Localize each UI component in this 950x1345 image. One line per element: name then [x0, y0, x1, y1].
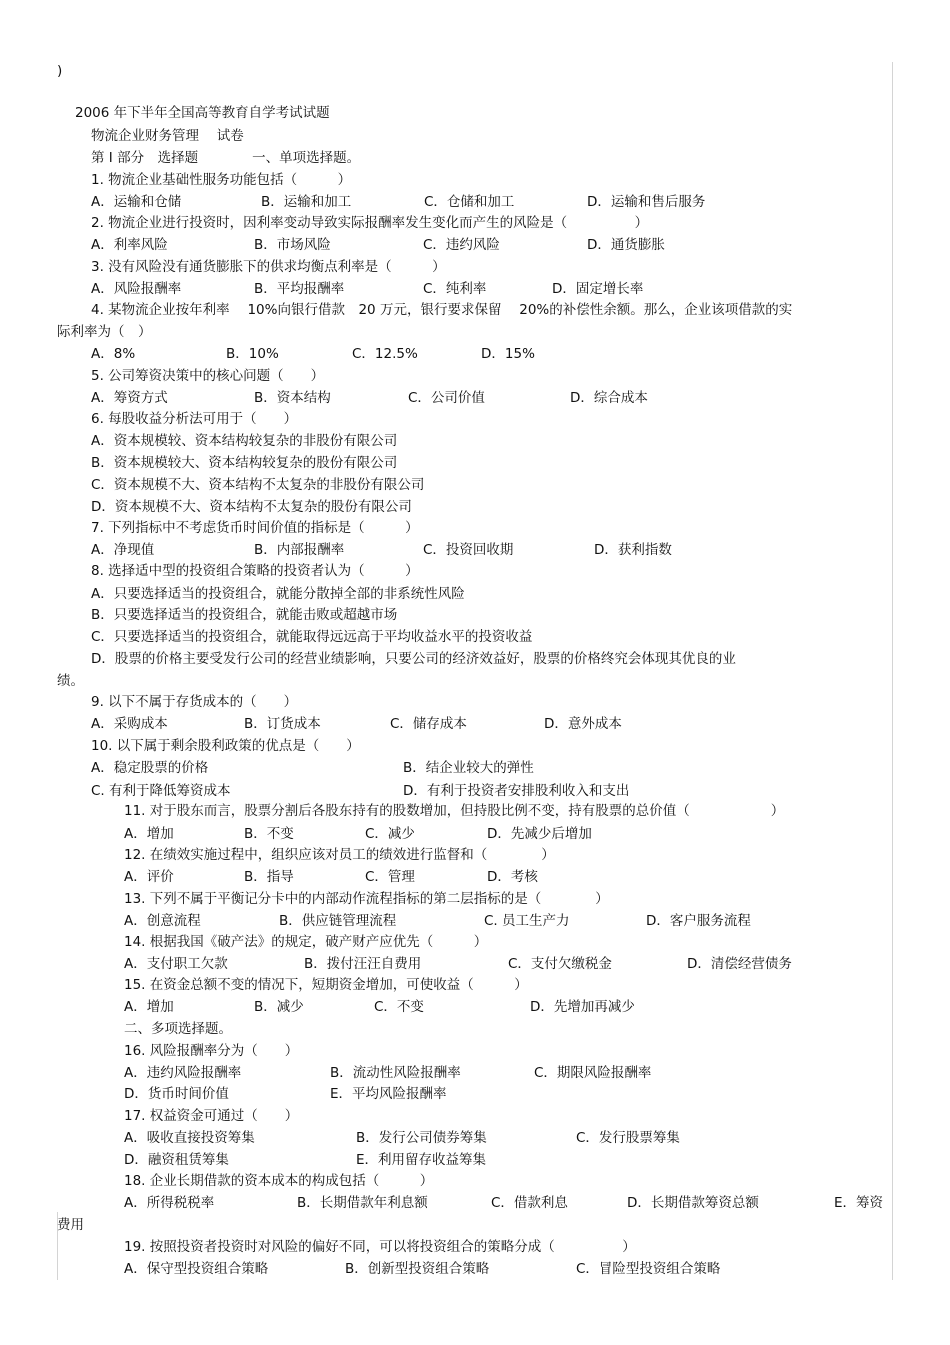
q8-a: A．只要选择适当的投资组合，就能分散掉全部的非系统性风险	[91, 586, 465, 602]
q3: 3. 没有风险没有通货膨胀下的供求均衡点利率是（ ）	[91, 259, 446, 275]
q8-d-cont: 绩。	[57, 673, 84, 689]
exam-subject: 物流企业财务管理 试卷	[91, 128, 244, 144]
q19: 19. 按照投资者投资时对风险的偏好不同，可以将投资组合的策略分成（ ）	[124, 1239, 636, 1255]
q13: 13. 下列不属于平衡记分卡中的内部动作流程指标的第二层指标的是（ ）	[124, 891, 609, 907]
stray-paren: )	[57, 63, 63, 79]
option-item: B．内部报酬率	[254, 542, 345, 558]
option-item: C．期限风险报酬率	[534, 1065, 652, 1081]
option-item: A．所得税税率	[124, 1195, 215, 1211]
option-item: C．违约风险	[423, 237, 500, 253]
option-item: E．平均风险报酬率	[330, 1086, 447, 1102]
option-item: A．支付职工欠款	[124, 956, 228, 972]
q18-cont: 费用	[57, 1217, 84, 1233]
option-item: D．先增加再减少	[530, 999, 635, 1015]
q6: 6. 每股收益分析法可用于（ ）	[91, 411, 298, 427]
option-item: D．长期借款筹资总额	[627, 1195, 759, 1211]
option-item: C．投资回收期	[423, 542, 514, 558]
option-item: C．管理	[365, 869, 415, 885]
option-item: A．运输和仓储	[91, 194, 182, 210]
exam-title: 2006 年下半年全国高等教育自学考试试题	[75, 105, 330, 121]
option-item: C．12.5%	[352, 346, 418, 362]
option-item: D．融资租赁筹集	[124, 1152, 229, 1168]
q6-a: A．资本规模较、资本结构较复杂的非股份有限公司	[91, 433, 398, 449]
option-item: D．考核	[487, 869, 538, 885]
q15: 15. 在资金总额不变的情况下，短期资金增加，可使收益（ ）	[124, 977, 528, 993]
option-item: C．公司价值	[408, 390, 485, 406]
option-item: B．长期借款年利息额	[297, 1195, 428, 1211]
option-item: B．运输和加工	[261, 194, 352, 210]
option-item: A．筹资方式	[91, 390, 168, 406]
option-item: D．先减少后增加	[487, 826, 592, 842]
q16: 16. 风险报酬率分为（ ）	[124, 1043, 299, 1059]
option-item: D．运输和售后服务	[587, 194, 706, 210]
option-item: D．15%	[481, 346, 535, 362]
option-item: D．货币时间价值	[124, 1086, 229, 1102]
option-item: A．风险报酬率	[91, 281, 182, 297]
option-item: C．冒险型投资组合策略	[576, 1261, 721, 1277]
option-item: B．流动性风险报酬率	[330, 1065, 461, 1081]
option-item: A．净现值	[91, 542, 155, 558]
option-item: B．指导	[244, 869, 294, 885]
option-item: B．减少	[254, 999, 304, 1015]
q11: 11. 对于股东而言，股票分割后各股东持有的股数增加，但持股比例不变，持有股票的总价值（ ）	[124, 803, 785, 819]
option-item: B．结企业较大的弹性	[403, 760, 534, 776]
q8-d: D．股票的价格主要受发行公司的经营业绩影响，只要公司的经济效益好，股票的价格终究会体现其优良的业	[91, 651, 736, 667]
option-item: C．发行股票筹集	[576, 1130, 680, 1146]
option-item: A．吸收直接投资筹集	[124, 1130, 255, 1146]
option-item: E．利用留存收益筹集	[356, 1152, 487, 1168]
option-item: D．客户服务流程	[646, 913, 751, 929]
option-item: C．减少	[365, 826, 415, 842]
q1: 1. 物流企业基础性服务功能包括（ ）	[91, 172, 352, 188]
option-item: B．拨付汪汪自费用	[304, 956, 422, 972]
option-item: C．不变	[374, 999, 424, 1015]
q5: 5. 公司筹资决策中的核心问题（ ）	[91, 368, 325, 384]
q17: 17. 权益资金可通过（ ）	[124, 1108, 299, 1124]
option-item: D．意外成本	[544, 716, 622, 732]
option-item: E．筹资	[834, 1195, 884, 1211]
q9: 9. 以下不属于存货成本的（ ）	[91, 694, 298, 710]
option-item: A．评价	[124, 869, 174, 885]
q6-c: C．资本规模不大、资本结构不太复杂的非股份有限公司	[91, 477, 425, 493]
option-item: B．订货成本	[244, 716, 321, 732]
option-item: B．创新型投资组合策略	[345, 1261, 490, 1277]
option-item: C. 有利于降低筹资成本	[91, 783, 231, 799]
option-item: D．固定增长率	[552, 281, 644, 297]
option-item: A．创意流程	[124, 913, 201, 929]
option-item: A．违约风险报酬率	[124, 1065, 242, 1081]
q2: 2. 物流企业进行投资时，因利率变动导致实际报酬率发生变化而产生的风险是（ ）	[91, 215, 649, 231]
q6-b: B．资本规模较大、资本结构较复杂的股份有限公司	[91, 455, 398, 471]
option-item: D．有利于投资者安排股利收入和支出	[403, 783, 630, 799]
option-item: B．10%	[226, 346, 279, 362]
q12: 12. 在绩效实施过程中，组织应该对员工的绩效进行监督和（ ）	[124, 847, 555, 863]
option-item: B．不变	[244, 826, 294, 842]
option-item: C．仓储和加工	[424, 194, 515, 210]
q18: 18. 企业长期借款的资本成本的构成包括（ ）	[124, 1173, 434, 1189]
option-item: A．增加	[124, 826, 174, 842]
option-item: C．储存成本	[390, 716, 467, 732]
option-item: C．支付欠缴税金	[508, 956, 612, 972]
option-item: D．综合成本	[570, 390, 648, 406]
q10: 10. 以下属于剩余股利政策的优点是（ ）	[91, 738, 360, 754]
option-item: A．采购成本	[91, 716, 168, 732]
option-item: B．市场风险	[254, 237, 331, 253]
option-item: B．平均报酬率	[254, 281, 345, 297]
option-item: C. 员工生产力	[484, 913, 570, 929]
option-item: A．利率风险	[91, 237, 168, 253]
q8-b: B．只要选择适当的投资组合，就能击败或超越市场	[91, 607, 398, 623]
q8-c: C．只要选择适当的投资组合，就能取得远远高于平均收益水平的投资收益	[91, 629, 533, 645]
option-item: A．保守型投资组合策略	[124, 1261, 269, 1277]
q4-cont: 际利率为（ ）	[57, 324, 152, 340]
page-right-edge	[892, 62, 893, 1280]
q6-d: D．资本规模不大、资本结构不太复杂的股份有限公司	[91, 499, 412, 515]
option-item: B．供应链管理流程	[279, 913, 397, 929]
q7: 7. 下列指标中不考虑货币时间价值的指标是（ ）	[91, 520, 419, 536]
option-item: D．清偿经营债务	[687, 956, 792, 972]
q8: 8. 选择适中型的投资组合策略的投资者认为（ ）	[91, 563, 419, 579]
option-item: B．发行公司债券筹集	[356, 1130, 487, 1146]
q14: 14. 根据我国《破产法》的规定，破产财产应优先（ ）	[124, 934, 488, 950]
option-item: C．借款利息	[491, 1195, 568, 1211]
section-2-heading: 二、多项选择题。	[124, 1021, 232, 1037]
option-item: D．通货膨胀	[587, 237, 665, 253]
part-heading: 第 I 部分 选择题 一、单项选择题。	[91, 150, 361, 166]
option-item: A．增加	[124, 999, 174, 1015]
option-item: C．纯利率	[423, 281, 487, 297]
q4: 4. 某物流企业按年利率 10%向银行借款 20 万元，银行要求保留 20%的补偿性余额。那么，企业该项借款的实	[91, 302, 793, 318]
option-item: A．8%	[91, 346, 136, 362]
option-item: D．获利指数	[594, 542, 672, 558]
option-item: A．稳定股票的价格	[91, 760, 209, 776]
option-item: B．资本结构	[254, 390, 331, 406]
